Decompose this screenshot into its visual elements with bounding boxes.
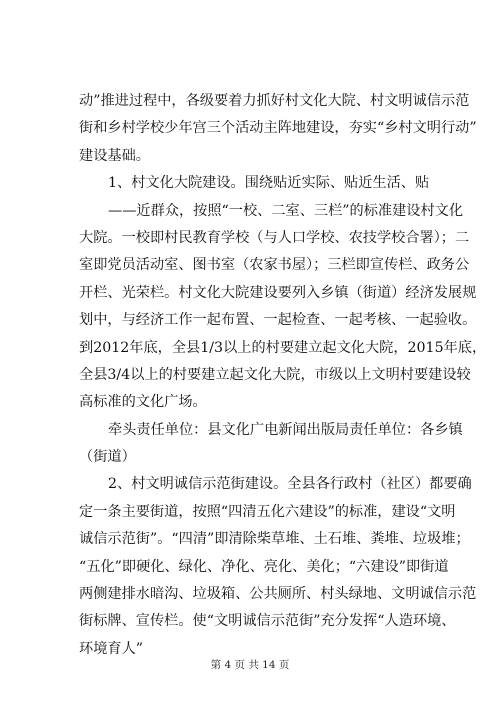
text-line: 全县3/4以上的村要建立起文化大院，市级以上文明村要建设较 xyxy=(79,366,471,383)
text-line: 到2012年底，全县1/3以上的村要建立起文化大院，2015年底， xyxy=(79,339,487,356)
page-number-footer: 第 4 页 共 14 页 xyxy=(210,659,290,671)
text-line: 开栏、光荣栏。村文化大院建设要列入乡镇（街道）经济发展规 xyxy=(79,284,477,301)
text-line: 高标准的文化广场。 xyxy=(79,394,207,411)
text-line: 2、村文明诚信示范街建设。全县各行政村（社区）都要确 xyxy=(108,476,472,493)
text-line: 牵头责任单位：县文化广电新闻出版局责任单位：各乡镇 xyxy=(108,421,463,438)
text-line: 建设基础。 xyxy=(79,147,150,164)
text-line: 定一条主要街道，按照“四清五化六建设”的标准，建设“文明 xyxy=(79,503,456,520)
text-line: 大院。一校即村民教育学校（与人口学校、农技学校合署）；二 xyxy=(79,229,470,246)
text-line: “五化”即硬化、绿化、净化、亮化、美化；“六建设”即街道 xyxy=(79,558,449,575)
text-line: 街和乡村学校少年宫三个活动主阵地建设，夯实“乡村文明行动” xyxy=(79,120,477,137)
text-line: 划中，与经济工作一起布置、一起检查、一起考核、一起验收。 xyxy=(79,312,477,329)
text-line: （街道） xyxy=(79,449,136,466)
text-line: 室即党员活动室、图书室（农家书屋）；三栏即宣传栏、政务公 xyxy=(79,257,470,274)
text-line: 街标牌、宣传栏。使“文明诚信示范街”充分发挥“人造环境、 xyxy=(79,613,456,630)
text-line: ——近群众，按照“一校、二室、三栏”的标准建设村文化 xyxy=(108,202,464,219)
text-line: 动”推进过程中，各级要着力抓好村文化大院、村文明诚信示范 xyxy=(79,93,470,109)
text-line: 环境育人” xyxy=(79,640,144,657)
text-line: 1、村文化大院建设。围绕贴近实际、贴近生活、贴 xyxy=(108,175,430,192)
document-body xyxy=(79,88,487,663)
text-line: 两侧建排水暗沟、垃圾箱、公共厕所、村头绿地、文明诚信示范 xyxy=(79,586,477,603)
text-line: 诚信示范街”。“四清”即清除柴草堆、土石堆、粪堆、垃圾堆； xyxy=(79,531,470,548)
